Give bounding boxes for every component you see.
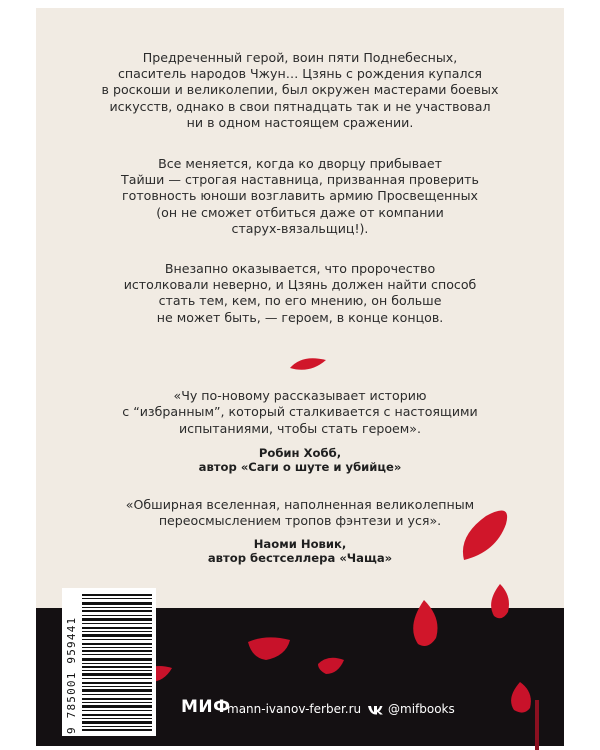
petal-icon [506,680,536,716]
publisher-website[interactable]: mann-ivanov-ferber.ru [227,702,362,716]
description-paragraph-2 [36,156,564,237]
quote-author-role: автор «Саги о шуте и убийце» [198,460,402,474]
text-line: не может быть, — героем, в конце концов. [156,309,444,325]
description-paragraph-1 [36,50,564,131]
text-line: Внезапно оказывается, что пророчество [164,261,436,276]
text-line: в роскоши и великолепии, был окружен мастерами боевых [101,82,499,98]
quote-author: Наоми Новик, [253,537,347,551]
quote-line: с “избранным”, который сталкивается с настоящими [122,404,478,420]
text-line: готовность юноши возглавить армию Просвещенных [122,188,478,204]
review-quote-1 [36,388,564,437]
edge-strip [535,700,539,750]
text-line: истолковали неверно, и Цзянь должен найти способ [123,277,477,293]
text-line: (он не сможет отбиться даже от компании [156,204,444,220]
social-handle[interactable]: @mifbooks [388,702,455,716]
text-line: ни в одном настоящем сражении. [186,114,414,130]
quote-author-role: автор бестселлера «Чаща» [207,551,393,565]
book-back-cover [36,8,564,746]
text-line: Тайши — строгая наставница, призванная проверить [121,172,479,188]
quote-author: Робин Хобб, [258,446,342,460]
text-line: искусств, однако в свои пятнадцать так и не участвовал [109,98,491,114]
petal-icon [316,654,346,676]
quote-line: «Чу по-новому рассказывает историю [173,388,427,403]
text-line: Все меняется, когда ко дворцу прибывает [158,156,442,171]
text-line: стать тем, кем, по его мнению, он больше [158,293,442,309]
barcode-digits: 9 785001 959441 [65,616,78,734]
quote-1-attribution [36,446,564,474]
quote-line: переосмыслением тропов фэнтези и уся». [158,513,442,529]
quote-line: испытаниями, чтобы стать героем». [179,420,421,436]
petal-icon [288,354,328,374]
text-line: спаситель народов Чжун… Цзянь с рождения купался [118,66,482,82]
publisher-logo: МИФ [181,697,231,717]
petal-icon [456,506,516,566]
petal-icon [406,598,444,650]
barcode-bars [82,594,152,732]
vk-icon[interactable] [367,705,383,715]
description-paragraph-3 [36,261,564,326]
text-line: Предреченный герой, воин пяти Поднебесных, [142,50,458,65]
text-line: старух-вязальщиц!). [231,220,369,236]
barcode [62,588,156,736]
quote-line: «Обширная вселенная, наполненная великолепным [125,497,475,512]
petal-icon [486,582,514,622]
petal-icon [246,634,294,662]
